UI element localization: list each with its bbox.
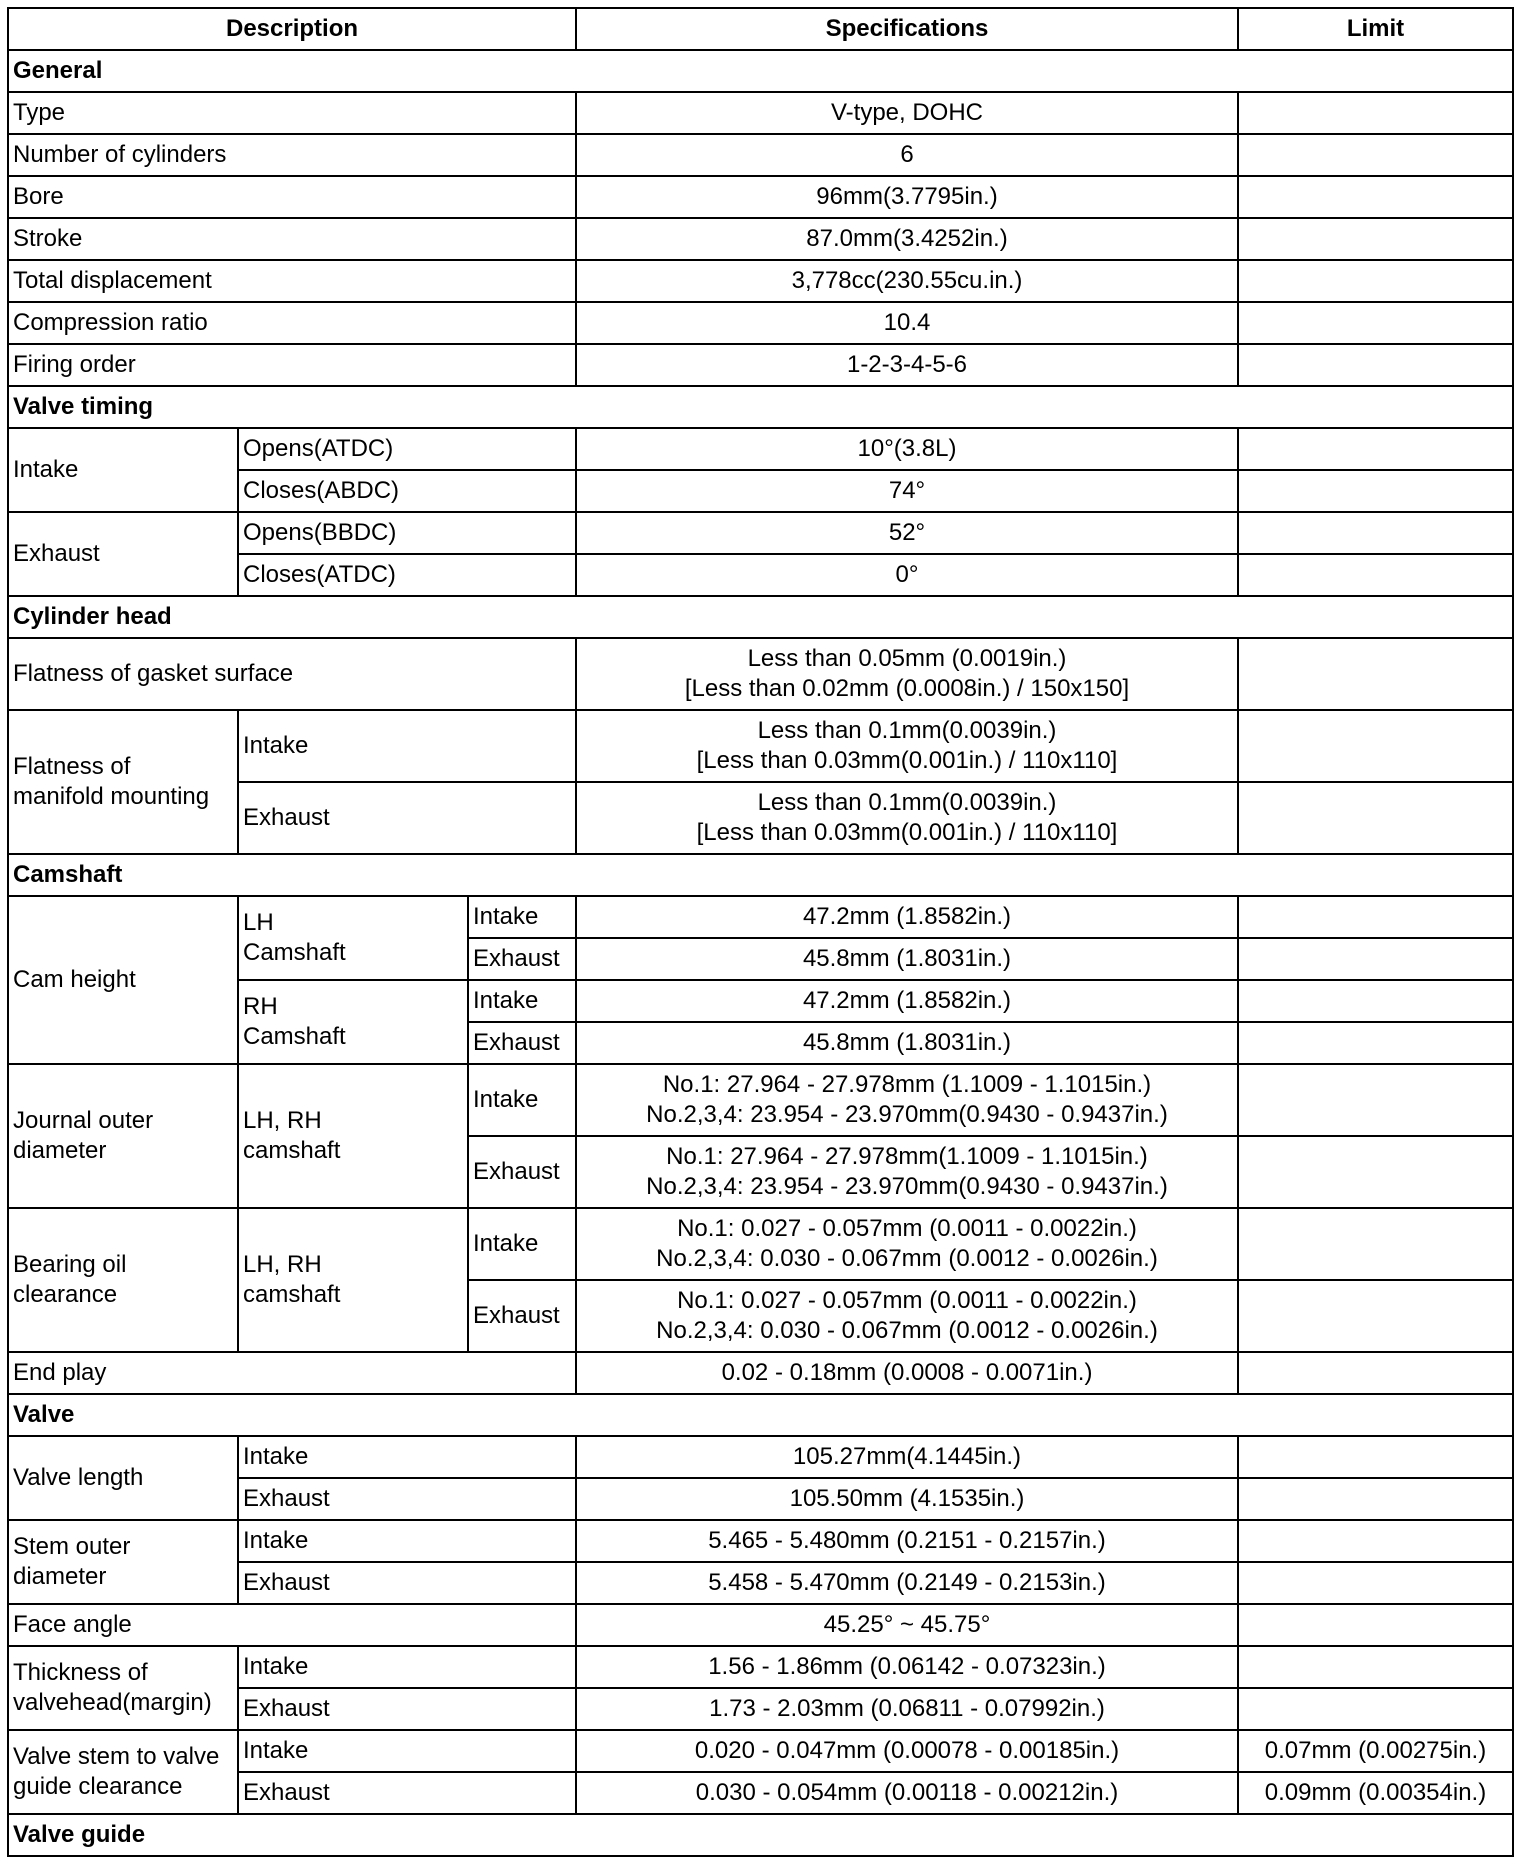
section-row xyxy=(8,1814,1513,1856)
spec-value: 47.2mm (1.8582in.) xyxy=(576,896,1238,938)
label-line: manifold mounting xyxy=(13,783,210,810)
label-line: diameter xyxy=(13,1563,107,1590)
limit-cell xyxy=(1238,1208,1513,1280)
limit-cell xyxy=(1238,1646,1513,1688)
engine-spec-table xyxy=(7,7,1514,1857)
spec-line: No.1: 0.027 - 0.057mm (0.0011 - 0.0022in.) xyxy=(677,1287,1137,1314)
label-line: Valve stem to valve xyxy=(13,1743,220,1770)
spec-value: 5.458 - 5.470mm (0.2149 - 0.2153in.) xyxy=(576,1562,1238,1604)
spec-value: 1-2-3-4-5-6 xyxy=(576,344,1238,386)
limit-cell xyxy=(1238,1352,1513,1394)
section-valve-timing: Valve timing xyxy=(8,386,1513,428)
limit-cell xyxy=(1238,1478,1513,1520)
sub-label: Intake xyxy=(468,1064,576,1136)
spec-line: No.1: 0.027 - 0.057mm (0.0011 - 0.0022in.) xyxy=(677,1215,1137,1242)
sub-group-label xyxy=(238,1208,468,1352)
spec-value: 0.02 - 0.18mm (0.0008 - 0.0071in.) xyxy=(576,1352,1238,1394)
limit-cell xyxy=(1238,1562,1513,1604)
spec-value xyxy=(576,710,1238,782)
spec-value xyxy=(576,1280,1238,1352)
sub-label: Closes(ABDC) xyxy=(238,470,576,512)
limit-cell xyxy=(1238,1436,1513,1478)
limit-value: 0.09mm (0.00354in.) xyxy=(1238,1772,1513,1814)
spec-value: 96mm(3.7795in.) xyxy=(576,176,1238,218)
table-row xyxy=(8,1730,1513,1772)
table-row xyxy=(8,1208,1513,1280)
section-general: General xyxy=(8,50,1513,92)
group-label xyxy=(8,1208,238,1352)
sub-label: Intake xyxy=(238,1730,576,1772)
sub-label: Intake xyxy=(468,896,576,938)
sub-label: Intake xyxy=(238,1436,576,1478)
group-label: Exhaust xyxy=(8,512,238,596)
row-label: Bore xyxy=(8,176,576,218)
limit-cell xyxy=(1238,638,1513,710)
limit-cell xyxy=(1238,302,1513,344)
sub-label: Intake xyxy=(238,1646,576,1688)
label-line: clearance xyxy=(13,1281,118,1308)
sub-label: Intake xyxy=(468,1208,576,1280)
group-label xyxy=(8,1730,238,1814)
row-label: Flatness of gasket surface xyxy=(8,638,576,710)
table-row xyxy=(8,92,1513,134)
label-line: RH xyxy=(243,993,278,1020)
limit-cell xyxy=(1238,512,1513,554)
group-label: Intake xyxy=(8,428,238,512)
row-label: Compression ratio xyxy=(8,302,576,344)
spec-value: 0.020 - 0.047mm (0.00078 - 0.00185in.) xyxy=(576,1730,1238,1772)
sub-label: Intake xyxy=(238,1520,576,1562)
spec-value: 10°(3.8L) xyxy=(576,428,1238,470)
sub-label: Exhaust xyxy=(468,1136,576,1208)
row-label: Stroke xyxy=(8,218,576,260)
sub-group-label xyxy=(238,1064,468,1208)
row-label: Total displacement xyxy=(8,260,576,302)
label-line: valvehead(margin) xyxy=(13,1689,212,1716)
limit-cell xyxy=(1238,554,1513,596)
limit-cell xyxy=(1238,92,1513,134)
sub-label: Opens(BBDC) xyxy=(238,512,576,554)
spec-value: 3,778cc(230.55cu.in.) xyxy=(576,260,1238,302)
label-line: Camshaft xyxy=(243,939,346,966)
limit-cell xyxy=(1238,344,1513,386)
spec-value xyxy=(576,1064,1238,1136)
group-label: Cam height xyxy=(8,896,238,1064)
spec-value: 47.2mm (1.8582in.) xyxy=(576,980,1238,1022)
table-row xyxy=(8,710,1513,782)
group-label xyxy=(8,1520,238,1604)
section-row xyxy=(8,596,1513,638)
limit-cell xyxy=(1238,218,1513,260)
spec-line: No.2,3,4: 0.030 - 0.067mm (0.0012 - 0.0026in.) xyxy=(656,1245,1158,1272)
limit-cell xyxy=(1238,260,1513,302)
sub-label: Exhaust xyxy=(468,1022,576,1064)
group-label xyxy=(8,1064,238,1208)
spec-line: No.1: 27.964 - 27.978mm(1.1009 - 1.1015in.) xyxy=(666,1143,1148,1170)
spec-line: Less than 0.05mm (0.0019in.) xyxy=(747,645,1067,672)
spec-value: 6 xyxy=(576,134,1238,176)
row-label: Type xyxy=(8,92,576,134)
spec-line: [Less than 0.02mm (0.0008in.) / 150x150] xyxy=(684,675,1130,702)
spec-value: 1.73 - 2.03mm (0.06811 - 0.07992in.) xyxy=(576,1688,1238,1730)
limit-cell xyxy=(1238,1688,1513,1730)
limit-cell xyxy=(1238,710,1513,782)
spec-value: 74° xyxy=(576,470,1238,512)
sub-label: Exhaust xyxy=(238,1772,576,1814)
spec-value xyxy=(576,782,1238,854)
spec-line: Less than 0.1mm(0.0039in.) xyxy=(757,789,1057,816)
limit-cell xyxy=(1238,428,1513,470)
limit-cell xyxy=(1238,176,1513,218)
label-line: Journal outer xyxy=(13,1107,154,1134)
label-line: LH, RH xyxy=(243,1251,322,1278)
table-row xyxy=(8,134,1513,176)
row-label: Firing order xyxy=(8,344,576,386)
spec-value: 0° xyxy=(576,554,1238,596)
row-label: End play xyxy=(8,1352,576,1394)
sub-label: Exhaust xyxy=(238,1562,576,1604)
spec-value: 5.465 - 5.480mm (0.2151 - 0.2157in.) xyxy=(576,1520,1238,1562)
group-label xyxy=(8,1646,238,1730)
label-line: Thickness of xyxy=(13,1659,148,1686)
spec-value: 45.8mm (1.8031in.) xyxy=(576,938,1238,980)
label-line: Camshaft xyxy=(243,1023,346,1050)
header-description: Description xyxy=(8,8,576,50)
label-line: Stem outer xyxy=(13,1533,131,1560)
table-row xyxy=(8,512,1513,554)
sub-label: Intake xyxy=(468,980,576,1022)
spec-value: 45.8mm (1.8031in.) xyxy=(576,1022,1238,1064)
spec-line: No.1: 27.964 - 27.978mm (1.1009 - 1.1015in.) xyxy=(662,1071,1152,1098)
limit-cell xyxy=(1238,1520,1513,1562)
section-camshaft: Camshaft xyxy=(8,854,1513,896)
table-row xyxy=(8,896,1513,938)
group-label xyxy=(8,710,238,854)
label-line: camshaft xyxy=(243,1137,341,1164)
spec-value: 0.030 - 0.054mm (0.00118 - 0.00212in.) xyxy=(576,1772,1238,1814)
spec-line: Less than 0.1mm(0.0039in.) xyxy=(757,717,1057,744)
spec-value: V-type, DOHC xyxy=(576,92,1238,134)
table-row xyxy=(8,176,1513,218)
spec-value: 10.4 xyxy=(576,302,1238,344)
spec-line: No.2,3,4: 0.030 - 0.067mm (0.0012 - 0.0026in.) xyxy=(656,1317,1158,1344)
table-row xyxy=(8,1064,1513,1136)
section-row xyxy=(8,50,1513,92)
sub-label: Intake xyxy=(238,710,576,782)
limit-cell xyxy=(1238,1604,1513,1646)
limit-cell xyxy=(1238,782,1513,854)
table-row xyxy=(8,638,1513,710)
spec-value xyxy=(576,638,1238,710)
section-cylinder-head: Cylinder head xyxy=(8,596,1513,638)
section-row xyxy=(8,1394,1513,1436)
limit-cell xyxy=(1238,938,1513,980)
limit-cell xyxy=(1238,896,1513,938)
table-row xyxy=(8,1520,1513,1562)
spec-value: 45.25° ~ 45.75° xyxy=(576,1604,1238,1646)
spec-value: 105.27mm(4.1445in.) xyxy=(576,1436,1238,1478)
table-row xyxy=(8,302,1513,344)
sub-label: Opens(ATDC) xyxy=(238,428,576,470)
limit-cell xyxy=(1238,1064,1513,1136)
group-label: Valve length xyxy=(8,1436,238,1520)
sub-label: Exhaust xyxy=(468,938,576,980)
header-limit: Limit xyxy=(1238,8,1513,50)
label-line: guide clearance xyxy=(13,1773,183,1800)
label-line: Flatness of xyxy=(13,753,131,780)
table-row xyxy=(8,1436,1513,1478)
table-row xyxy=(8,1352,1513,1394)
table-row xyxy=(8,1604,1513,1646)
limit-cell xyxy=(1238,1136,1513,1208)
sub-label: Closes(ATDC) xyxy=(238,554,576,596)
sub-label: Exhaust xyxy=(238,1478,576,1520)
limit-cell xyxy=(1238,980,1513,1022)
spec-value: 105.50mm (4.1535in.) xyxy=(576,1478,1238,1520)
label-line: LH, RH xyxy=(243,1107,322,1134)
sub-label: Exhaust xyxy=(468,1280,576,1352)
limit-value: 0.07mm (0.00275in.) xyxy=(1238,1730,1513,1772)
spec-value: 87.0mm(3.4252in.) xyxy=(576,218,1238,260)
header-row xyxy=(8,8,1513,50)
section-valve: Valve xyxy=(8,1394,1513,1436)
sub-group-label xyxy=(238,980,468,1064)
header-specifications: Specifications xyxy=(576,8,1238,50)
label-line: diameter xyxy=(13,1137,107,1164)
label-line: LH xyxy=(243,909,274,936)
limit-cell xyxy=(1238,1022,1513,1064)
section-row xyxy=(8,854,1513,896)
sub-label: Exhaust xyxy=(238,1688,576,1730)
spec-value: 1.56 - 1.86mm (0.06142 - 0.07323in.) xyxy=(576,1646,1238,1688)
limit-cell xyxy=(1238,470,1513,512)
label-line: Bearing oil xyxy=(13,1251,127,1278)
spec-line: [Less than 0.03mm(0.001in.) / 110x110] xyxy=(696,747,1118,774)
table-row xyxy=(8,260,1513,302)
spec-value xyxy=(576,1208,1238,1280)
sub-label: Exhaust xyxy=(238,782,576,854)
table-row xyxy=(8,344,1513,386)
limit-cell xyxy=(1238,1280,1513,1352)
spec-line: [Less than 0.03mm(0.001in.) / 110x110] xyxy=(696,819,1118,846)
table-row xyxy=(8,218,1513,260)
spec-line: No.2,3,4: 23.954 - 23.970mm(0.9430 - 0.9437in.) xyxy=(646,1173,1168,1200)
label-line: camshaft xyxy=(243,1281,341,1308)
spec-value xyxy=(576,1136,1238,1208)
limit-cell xyxy=(1238,134,1513,176)
spec-line: No.2,3,4: 23.954 - 23.970mm(0.9430 - 0.9437in.) xyxy=(646,1101,1168,1128)
sub-group-label xyxy=(238,896,468,980)
section-valve-guide: Valve guide xyxy=(8,1814,1513,1856)
row-label: Number of cylinders xyxy=(8,134,576,176)
section-row xyxy=(8,386,1513,428)
table-row xyxy=(8,1646,1513,1688)
spec-value: 52° xyxy=(576,512,1238,554)
table-row xyxy=(8,428,1513,470)
row-label: Face angle xyxy=(8,1604,576,1646)
